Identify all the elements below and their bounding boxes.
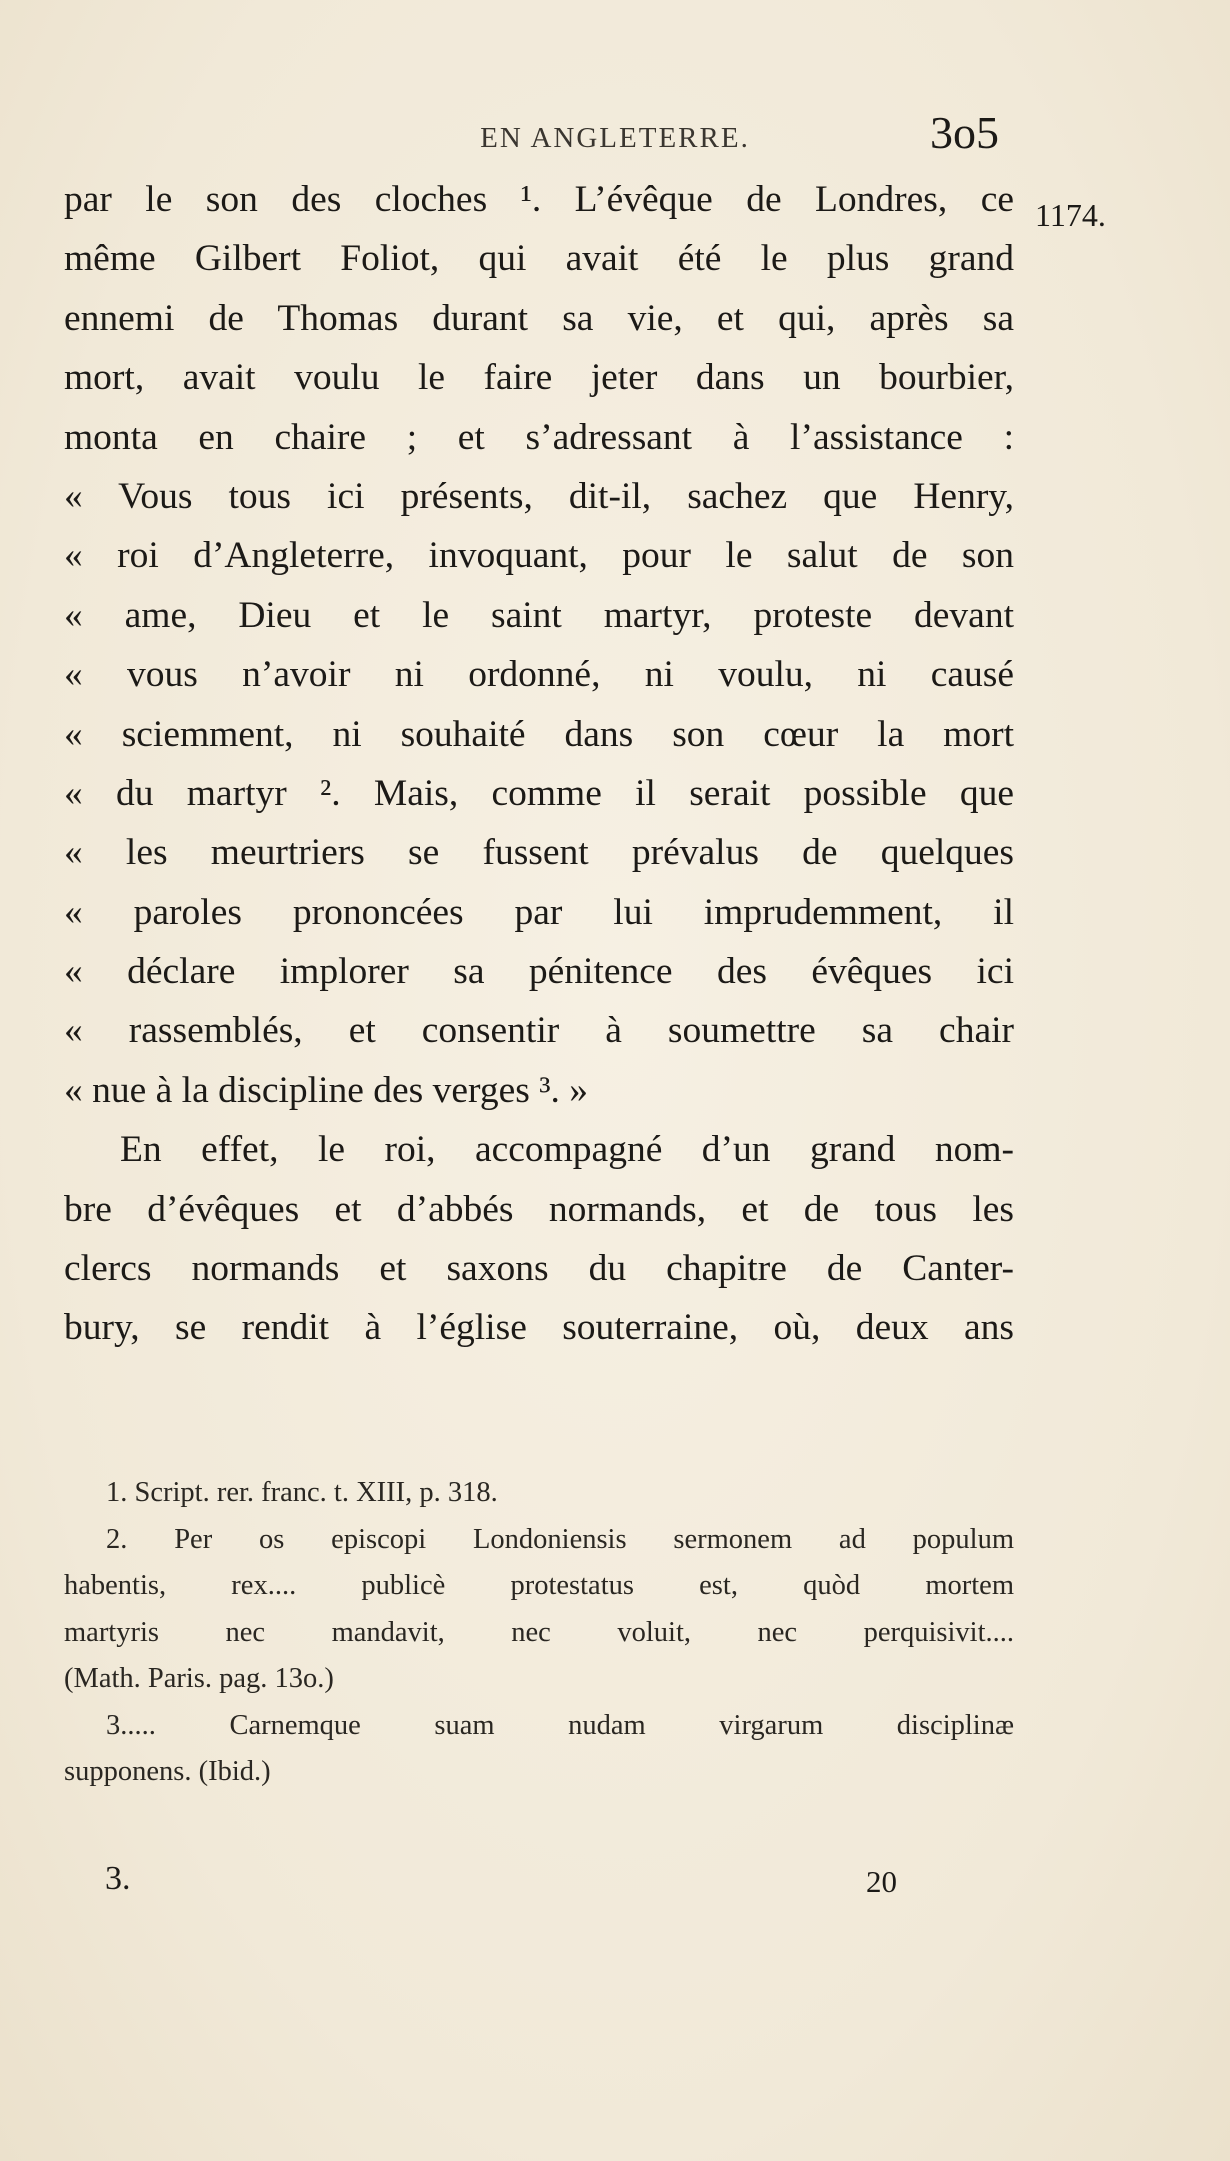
body-text [64,170,1014,1358]
footnote-line: 2. Per os episcopi Londoniensis sermonem ad populum [106,1523,1014,1555]
body-line: « vous n’avoir ni ordonné, ni voulu, ni causé [64,654,1014,696]
body-line: « du martyr ². Mais, comme il serait possible que [64,772,1014,814]
body-line: bre d’évêques et d’abbés normands, et de tous les [64,1188,1014,1230]
body-line: bury, se rendit à l’église souterraine, où, deux ans [64,1307,1014,1349]
body-line: ennemi de Thomas durant sa vie, et qui, après sa [64,297,1014,339]
body-line: « paroles prononcées par lui imprudemment, il [64,891,1014,933]
body-line: même Gilbert Foliot, qui avait été le plus grand [64,238,1014,280]
body-line: monta en chaire ; et s’adressant à l’assistance : [64,416,1014,458]
footnote-line: martyris nec mandavit, nec voluit, nec perquisivit.... [64,1616,1014,1648]
body-line: « rassemblés, et consentir à soumettre sa chair [64,1010,1014,1052]
body-line: « les meurtriers se fussent prévalus de quelques [64,832,1014,874]
running-title: EN ANGLETERRE. [480,122,750,154]
body-line: par le son des cloches ¹. L’évêque de Londres, ce [64,179,1014,220]
body-line: En effet, le roi, accompagné d’un grand nom- [120,1129,1014,1171]
body-line: « nue à la discipline des verges ³. » [64,1069,588,1111]
body-line: « déclare implorer sa pénitence des évêques ici [64,951,1014,993]
page-number: 3o5 [930,107,999,158]
volume-signature: 3. [105,1860,131,1897]
body-line: « roi d’Angleterre, invoquant, pour le salut de son [64,535,1014,577]
body-line: « ame, Dieu et le saint martyr, proteste devant [64,594,1014,636]
footnote-line: supponens. (Ibid.) [64,1756,271,1787]
body-line: mort, avait voulu le faire jeter dans un bourbier, [64,357,1014,399]
body-line: « Vous tous ici présents, dit-il, sachez que Henry, [64,475,1014,517]
footnote-line: 3..... Carnemque suam nudam virgarum disciplinæ [106,1709,1014,1741]
body-line: clercs normands et saxons du chapitre de Canter- [64,1248,1014,1290]
footnote-line: 1. Script. rer. franc. t. XIII, p. 318. [106,1477,498,1508]
footnote-line: (Math. Paris. pag. 13o.) [64,1663,334,1694]
body-line: « sciemment, ni souhaité dans son cœur la mort [64,713,1014,755]
sheet-signature: 20 [866,1864,897,1899]
footnote-line: habentis, rex.... publicè protestatus est, quòd mortem [64,1570,1014,1601]
footnotes [64,1470,1014,1796]
margin-date: 1174. [1035,197,1106,233]
